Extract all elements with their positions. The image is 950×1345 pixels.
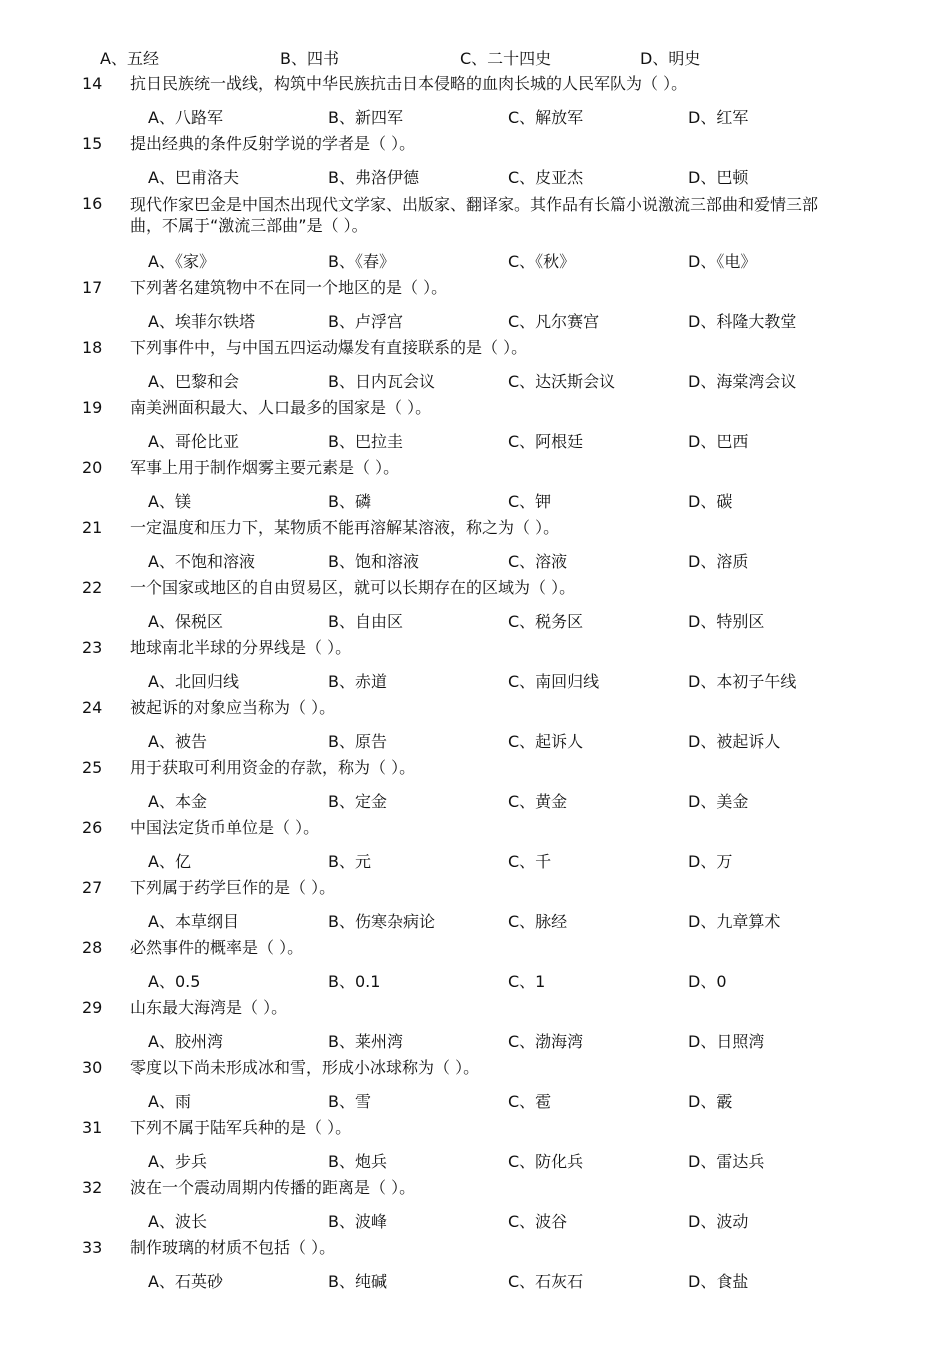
option-c: C、凡尔赛宫: [508, 312, 600, 331]
question-number: 17: [82, 278, 103, 297]
question-item: [0, 1056, 950, 1116]
option-b: B、雪: [328, 1092, 371, 1111]
option-d: D、溶质: [688, 552, 749, 571]
option-b: B、伤寒杂病论: [328, 912, 435, 931]
question-item: [0, 276, 950, 336]
option-a: A、0.5: [148, 972, 201, 991]
question-text: 一个国家或地区的自由贸易区，就可以长期存在的区域为（ ）。: [130, 578, 576, 597]
options-row: [0, 168, 950, 192]
question-number: 30: [82, 1058, 103, 1077]
question-line: [0, 936, 950, 972]
option-a: A、不饱和溶液: [148, 552, 255, 571]
question-text: 被起诉的对象应当称为（ ）。: [130, 698, 336, 717]
question-number: 19: [82, 398, 103, 417]
option-c: C、税务区: [508, 612, 584, 631]
question-line: [0, 996, 950, 1032]
option-c: C、防化兵: [508, 1152, 584, 1171]
question-line: [0, 1176, 950, 1212]
options-row: [0, 492, 950, 516]
question-number: 26: [82, 818, 103, 837]
question-text: 用于获取可利用资金的存款，称为（ ）。: [130, 758, 416, 777]
question-number: 20: [82, 458, 103, 477]
question-line: [0, 396, 950, 432]
question-list: [0, 72, 950, 1296]
question-text: 南美洲面积最大、人口最多的国家是（ ）。: [130, 398, 432, 417]
question-number: 27: [82, 878, 103, 897]
question-number: 16: [82, 194, 103, 213]
option-a: A、哥伦比亚: [148, 432, 239, 451]
question-item: [0, 816, 950, 876]
question-line: [0, 456, 950, 492]
options-row: [0, 1272, 950, 1296]
question-number: 22: [82, 578, 103, 597]
options-row: [0, 372, 950, 396]
options-row-previous-question: [100, 49, 900, 71]
option-a: A、巴黎和会: [148, 372, 239, 391]
option-b: B、纯碱: [328, 1272, 387, 1291]
question-line: [0, 816, 950, 852]
question-line: [0, 72, 950, 108]
option-d: D、明史: [640, 49, 701, 68]
option-c: C、渤海湾: [508, 1032, 584, 1051]
option-d: D、九章算术: [688, 912, 781, 931]
question-text: 山东最大海湾是（ ）。: [130, 998, 288, 1017]
question-line: [0, 192, 950, 252]
option-d: D、雷达兵: [688, 1152, 765, 1171]
option-a: A、本草纲目: [148, 912, 239, 931]
options-row: [0, 1152, 950, 1176]
options-row: [0, 972, 950, 996]
question-number: 33: [82, 1238, 103, 1257]
question-item: [0, 1116, 950, 1176]
option-a: A、镁: [148, 492, 191, 511]
question-text: 零度以下尚未形成冰和雪，形成小冰球称为（ ）。: [130, 1058, 480, 1077]
option-b: B、赤道: [328, 672, 387, 691]
option-d: D、巴顿: [688, 168, 749, 187]
option-c: C、石灰石: [508, 1272, 584, 1291]
option-b: B、磷: [328, 492, 371, 511]
question-line: [0, 756, 950, 792]
option-a: A、步兵: [148, 1152, 207, 1171]
question-number: 24: [82, 698, 103, 717]
option-c: C、二十四史: [460, 49, 552, 68]
option-c: C、1: [508, 972, 546, 991]
options-row: [0, 912, 950, 936]
question-text: 下列属于药学巨作的是（ ）。: [130, 878, 336, 897]
question-item: [0, 636, 950, 696]
question-number: 21: [82, 518, 103, 537]
option-a: A、被告: [148, 732, 207, 751]
option-c: C、溶液: [508, 552, 568, 571]
option-c: C、脉经: [508, 912, 568, 931]
option-a: A、石英砂: [148, 1272, 223, 1291]
option-d: D、科隆大教堂: [688, 312, 797, 331]
option-a: A、《家》: [148, 252, 215, 271]
option-b: B、定金: [328, 792, 387, 811]
question-text: 波在一个震动周期内传播的距离是（ ）。: [130, 1178, 416, 1197]
option-a: A、本金: [148, 792, 207, 811]
question-text: 下列著名建筑物中不在同一个地区的是（ ）。: [130, 278, 448, 297]
question-number: 28: [82, 938, 103, 957]
question-line: [0, 516, 950, 552]
question-text: 一定温度和压力下，某物质不能再溶解某溶液，称之为（ ）。: [130, 518, 560, 537]
question-item: [0, 756, 950, 816]
option-a: A、亿: [148, 852, 191, 871]
options-row: [0, 792, 950, 816]
option-b: B、莱州湾: [328, 1032, 403, 1051]
options-row: [0, 432, 950, 456]
option-d: D、《电》: [688, 252, 757, 271]
option-b: B、巴拉圭: [328, 432, 403, 451]
option-d: D、红军: [688, 108, 749, 127]
option-c: C、波谷: [508, 1212, 568, 1231]
options-row: [0, 672, 950, 696]
question-number: 15: [82, 134, 103, 153]
question-text: 地球南北半球的分界线是（ ）。: [130, 638, 352, 657]
option-d: D、特别区: [688, 612, 765, 631]
question-item: [0, 936, 950, 996]
option-c: C、阿根廷: [508, 432, 584, 451]
question-number: 14: [82, 74, 103, 93]
question-number: 31: [82, 1118, 103, 1137]
question-line: [0, 336, 950, 372]
options-row: [0, 1092, 950, 1116]
option-d: D、日照湾: [688, 1032, 765, 1051]
option-c: C、解放军: [508, 108, 584, 127]
options-row: [0, 1212, 950, 1236]
option-a: A、五经: [100, 49, 159, 68]
option-d: D、食盐: [688, 1272, 749, 1291]
question-text: 现代作家巴金是中国杰出现代文学家、出版家、翻译家。其作品有长篇小说激流三部曲和爱情三部曲，不属于“激流三部曲”是（ ）。: [130, 195, 819, 235]
option-d: D、霰: [688, 1092, 733, 1111]
option-b: B、原告: [328, 732, 387, 751]
question-line: [0, 696, 950, 732]
question-item: [0, 696, 950, 756]
option-a: A、波长: [148, 1212, 207, 1231]
option-a: A、八路军: [148, 108, 223, 127]
option-b: B、波峰: [328, 1212, 387, 1231]
option-c: C、钾: [508, 492, 552, 511]
question-text: 抗日民族统一战线，构筑中华民族抗击日本侵略的血肉长城的人民军队为（ ）。: [130, 74, 688, 93]
option-d: D、本初子午线: [688, 672, 797, 691]
question-item: [0, 1236, 950, 1296]
question-text: 下列不属于陆军兵种的是（ ）。: [130, 1118, 352, 1137]
option-d: D、海棠湾会议: [688, 372, 797, 391]
option-b: B、四书: [280, 49, 339, 68]
options-row: [0, 852, 950, 876]
question-text: 下列事件中，与中国五四运动爆发有直接联系的是（ ）。: [130, 338, 528, 357]
question-item: [0, 336, 950, 396]
options-row: [0, 612, 950, 636]
question-line: [0, 576, 950, 612]
question-text: 制作玻璃的材质不包括（ ）。: [130, 1238, 336, 1257]
option-a: A、雨: [148, 1092, 191, 1111]
question-item: [0, 456, 950, 516]
question-line: [0, 1116, 950, 1152]
option-c: C、南回归线: [508, 672, 600, 691]
option-d: D、碳: [688, 492, 733, 511]
option-c: C、《秋》: [508, 252, 576, 271]
question-line: [0, 276, 950, 312]
option-d: D、巴西: [688, 432, 749, 451]
option-a: A、巴甫洛夫: [148, 168, 239, 187]
option-b: B、饱和溶液: [328, 552, 419, 571]
question-item: [0, 396, 950, 456]
option-c: C、起诉人: [508, 732, 584, 751]
option-b: B、日内瓦会议: [328, 372, 435, 391]
question-line: [0, 1056, 950, 1092]
options-row: [0, 108, 950, 132]
option-c: C、皮亚杰: [508, 168, 584, 187]
question-text: 军事上用于制作烟雾主要元素是（ ）。: [130, 458, 400, 477]
question-number: 25: [82, 758, 103, 777]
question-item: [0, 996, 950, 1056]
option-d: D、0: [688, 972, 727, 991]
option-a: A、保税区: [148, 612, 223, 631]
option-b: B、新四军: [328, 108, 403, 127]
option-b: B、0.1: [328, 972, 381, 991]
question-text: 中国法定货币单位是（ ）。: [130, 818, 320, 837]
options-row: [0, 312, 950, 336]
question-item: [0, 576, 950, 636]
option-b: B、炮兵: [328, 1152, 387, 1171]
option-b: B、自由区: [328, 612, 403, 631]
question-line: [0, 1236, 950, 1272]
question-item: [0, 876, 950, 936]
options-row: [0, 732, 950, 756]
option-a: A、胶州湾: [148, 1032, 223, 1051]
option-a: A、北回归线: [148, 672, 239, 691]
option-c: C、千: [508, 852, 552, 871]
question-number: 29: [82, 998, 103, 1017]
option-d: D、被起诉人: [688, 732, 781, 751]
option-c: C、黄金: [508, 792, 568, 811]
question-item: [0, 1176, 950, 1236]
option-a: A、埃菲尔铁塔: [148, 312, 255, 331]
option-d: D、美金: [688, 792, 749, 811]
options-row: [0, 552, 950, 576]
option-c: C、达沃斯会议: [508, 372, 616, 391]
option-b: B、卢浮宫: [328, 312, 403, 331]
question-item: [0, 72, 950, 132]
question-text: 提出经典的条件反射学说的学者是（ ）。: [130, 134, 416, 153]
question-item: [0, 516, 950, 576]
option-c: C、雹: [508, 1092, 552, 1111]
question-number: 23: [82, 638, 103, 657]
option-b: B、弗洛伊德: [328, 168, 419, 187]
option-d: D、波动: [688, 1212, 749, 1231]
options-row: [0, 252, 950, 276]
question-item: [0, 132, 950, 192]
options-row: [0, 1032, 950, 1056]
question-line: [0, 876, 950, 912]
option-b: B、元: [328, 852, 371, 871]
question-text: 必然事件的概率是（ ）。: [130, 938, 304, 957]
question-line: [0, 132, 950, 168]
question-item: [0, 192, 950, 276]
option-b: B、《春》: [328, 252, 395, 271]
option-d: D、万: [688, 852, 733, 871]
question-line: [0, 636, 950, 672]
question-number: 18: [82, 338, 103, 357]
question-number: 32: [82, 1178, 103, 1197]
